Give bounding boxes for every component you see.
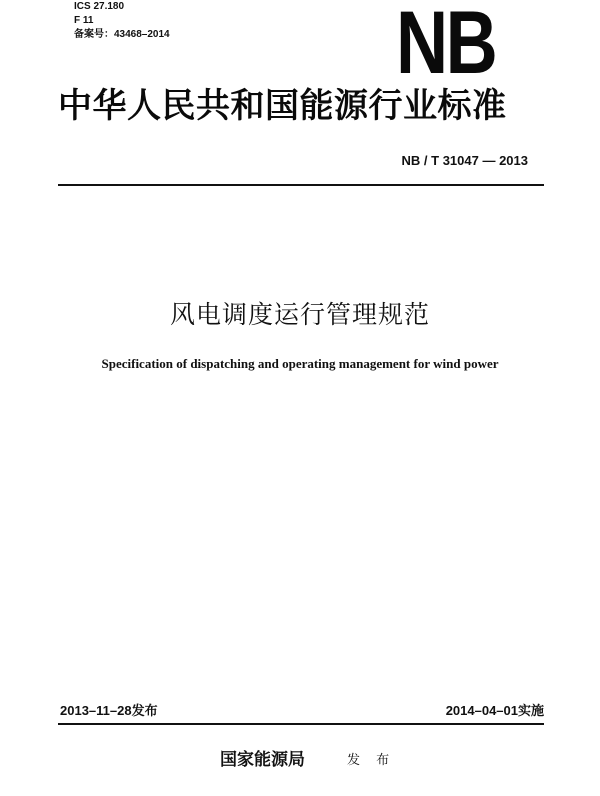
standard-number: NB / T 31047 — 2013 xyxy=(401,153,528,168)
nb-logo: NB xyxy=(396,0,496,92)
issue-word: 发 布 xyxy=(347,753,396,768)
issuer-name: 国家能源局 xyxy=(220,750,305,770)
implement-date: 2014–04–01实施 xyxy=(445,703,544,718)
document-title-cn: 风电调度运行管理规范 xyxy=(169,300,430,329)
filing-number: 备案号：43468–2014 xyxy=(74,29,170,40)
top-divider xyxy=(58,184,544,186)
document-title-en: Specification of dispatching and operating management for wind power xyxy=(101,356,499,371)
cover-metadata xyxy=(74,0,170,42)
publish-date: 2013–11–28发布 xyxy=(60,703,158,718)
org-title: 中华人民共和国能源行业标准 xyxy=(58,86,507,126)
classification-code: F 11 xyxy=(74,15,94,26)
bottom-divider xyxy=(58,723,544,725)
ics-code: ICS 27.180 xyxy=(74,1,125,12)
